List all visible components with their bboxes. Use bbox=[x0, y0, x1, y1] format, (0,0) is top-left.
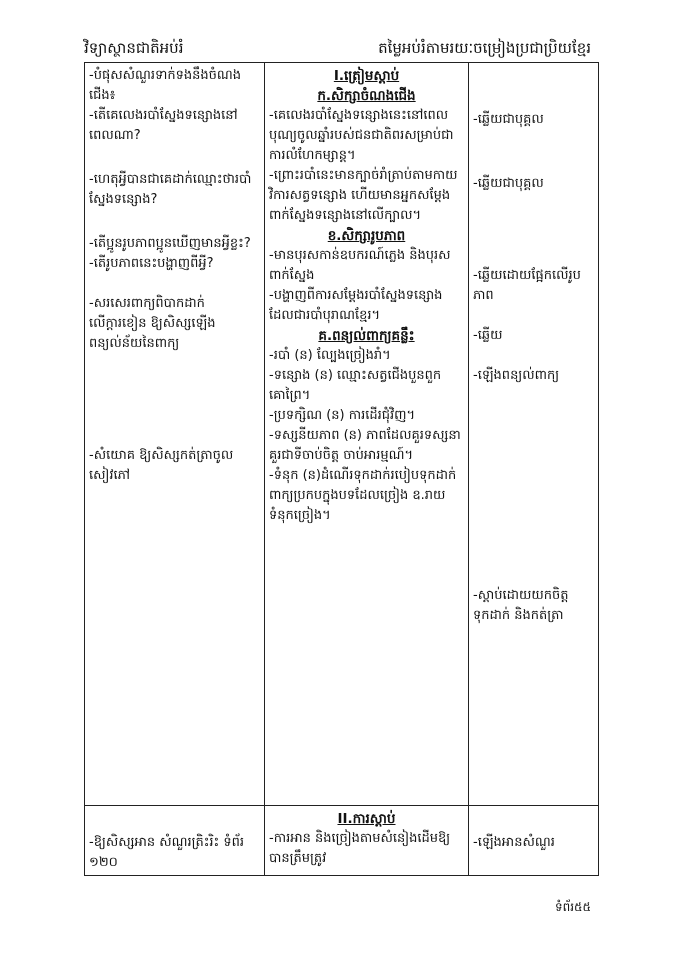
student-activity-column bbox=[469, 806, 599, 876]
lesson-content-column bbox=[265, 63, 469, 806]
vocabulary-item: -ទស្សនីយភាព (ន) ភាពដែលគួរទស្សនាគួរជាទីចាប់ចិត្ត ចាប់អារម្មណ៍។ bbox=[269, 428, 461, 463]
teacher-step: -ឱ្យសិស្សអាន សំណួរត្រិះរិះ ទំព័រ ១២០ bbox=[89, 835, 245, 870]
teacher-activity-column bbox=[85, 63, 265, 806]
header-document-title: តម្លៃអប់រំតាមរយៈចម្រៀងប្រជាប្រិយខ្មែរ bbox=[378, 39, 591, 57]
subsection-heading: ខ.សិក្សារូបភាព bbox=[327, 228, 406, 244]
student-response: -ឡើងពន្យល់ពាក្យ bbox=[473, 368, 560, 383]
teacher-step: -បំផុសសំណួរទាក់ទងនឹងចំណងជើង៖ bbox=[89, 68, 241, 103]
vocabulary-item: -ទំនុក (ន)ដំណើរទុកដាក់របៀបទុកដាក់ពាក្យប្រកបក្នុងបទដែលច្រៀង ឧ.រាយទំនុកច្រៀង។ bbox=[269, 468, 457, 523]
section-heading: II.ការស្តាប់ bbox=[337, 811, 396, 827]
teacher-question: -តើប្អូនរូបភាពប្អូនឃើញមានអ្វីខ្លះ? bbox=[89, 236, 251, 251]
teacher-question: -ហេតុអ្វីបានជាគេដាក់ឈ្មោះថារបាំស្នែងទន្សោង? bbox=[89, 172, 252, 207]
teacher-activity-column bbox=[85, 806, 265, 876]
subsection-heading: គ.ពន្យល់ពាក្យគន្លឹះ bbox=[318, 328, 415, 344]
page-number: ទំព័រ៥៥ bbox=[554, 900, 591, 914]
content-answer: -គេលេងរបាំស្នែងទន្សោងនេះនៅពេលបុណ្យចូលឆ្នាំរបស់ជនជាតិពរសម្រាប់ជាការលំហែកម្សាន្ត។ bbox=[269, 108, 454, 163]
teacher-step: -សរសេរពាក្យពិបាកដាក់លើក្តារខៀន ឱ្យសិស្សឡើងពន្យល់ន័យនៃពាក្យ bbox=[89, 296, 216, 351]
vocabulary-item: -ប្រទក្សិណ (ន) ការដើរជុំវិញ។ bbox=[269, 408, 416, 423]
student-response: -ឆ្លើយដោយផ្អែកលើរូបភាព bbox=[473, 268, 581, 303]
content-answer: -បង្ហាញពីការសម្តែងរបាំស្នែងទន្សោងដែលជារបាំបុរាណខ្មែរ។ bbox=[269, 288, 443, 323]
content-answer: -ការអាន និងច្រៀងតាមសំនៀងដើមឱ្យបានត្រឹមត្រូវ bbox=[269, 831, 451, 866]
student-response: -ឆ្លើយជាបុគ្គល bbox=[473, 176, 544, 191]
table-row bbox=[85, 63, 599, 806]
section-heading: I.ត្រៀមស្តាប់ bbox=[333, 68, 400, 84]
content-answer: -មានបុរសកាន់ឧបករណ៍ភ្លេង និងបុរសពាក់ស្នែង bbox=[269, 248, 451, 283]
vocabulary-item: -របាំ (ន) ល្បែងច្រៀងរាំ។ bbox=[269, 348, 391, 363]
header-institute: វិទ្យាស្ថានជាតិអប់រំ bbox=[84, 39, 184, 57]
lesson-content-column bbox=[265, 806, 469, 876]
student-response: -ឡើងអានសំណួរ bbox=[473, 835, 555, 850]
subsection-heading: ក.សិក្សាចំណងជើង bbox=[317, 88, 416, 104]
content-answer: -ព្រោះរបាំនេះមានក្បាច់រាំត្រាប់តាមកាយវិការសត្វទន្សោង ហើយមានអ្នកសម្តែងពាក់ស្នែងទន្សោងនៅលើក្បាល។ bbox=[269, 168, 458, 223]
student-response: -ឆ្លើយជាបុគ្គល bbox=[473, 112, 544, 127]
teacher-step: -សំយោគ ឱ្យសិស្សកត់ត្រាចូលសៀវភៅ bbox=[89, 448, 234, 483]
student-response: -ស្តាប់ដោយយកចិត្តទុកដាក់ និងកត់ត្រា bbox=[473, 588, 569, 623]
lesson-plan-table bbox=[84, 62, 599, 876]
table-row bbox=[85, 806, 599, 876]
vocabulary-item: -ទន្សោង (ន) ឈ្មោះសត្វជើងបួនពួកគោព្រៃ។ bbox=[269, 368, 442, 403]
student-response: -ឆ្លើយ bbox=[473, 328, 503, 343]
teacher-question: -តើរូបភាពនេះបង្ហាញពីអ្វី? bbox=[89, 256, 214, 271]
student-activity-column bbox=[469, 63, 599, 806]
teacher-question: -តើគេលេងរបាំស្នែងទន្សោងនៅពេលណា? bbox=[89, 108, 238, 143]
